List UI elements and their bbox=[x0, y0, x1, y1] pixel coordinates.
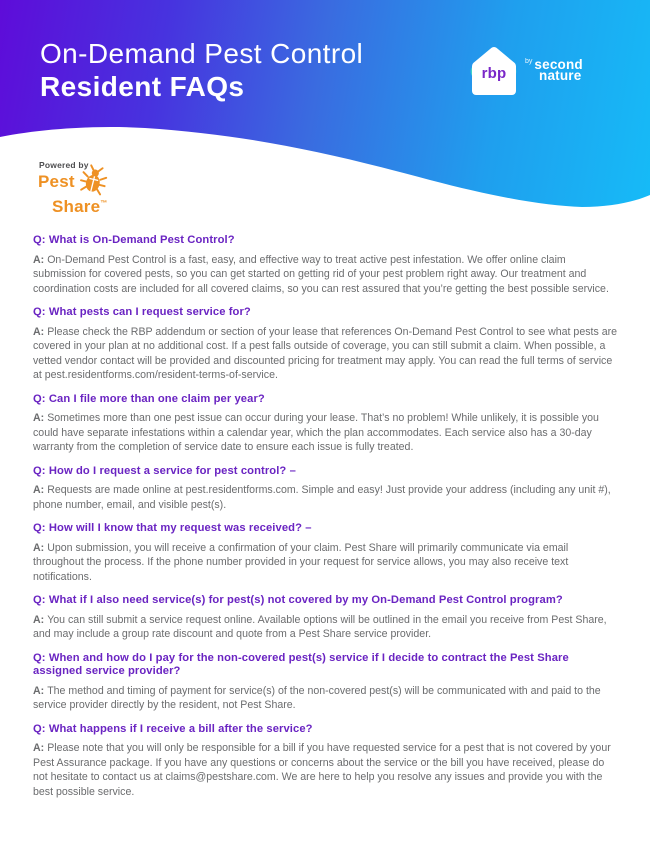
answer-prefix: A: bbox=[33, 325, 45, 338]
faq-answer bbox=[33, 613, 617, 642]
faq-answer-text: Please check the RBP addendum or section of your lease that references On-Demand Pest Control to see what pests are covered in your plan at no additional cost. If a pest falls outside of coverage, you can still submit a claim. When possible, a vetted vendor contact will be provided and discounted pricing for treatment may apply. You can read the full terms of service at pest.residentforms.com/resident-terms-of-service. bbox=[33, 325, 618, 381]
faq-question: Q: Can I file more than one claim per year? bbox=[33, 392, 265, 405]
share-word-text: Share bbox=[52, 197, 101, 216]
rbp-badge bbox=[470, 44, 518, 98]
faq-answer-text: Upon submission, you will receive a confirmation of your claim. Pest Share will primarily communicate via email throughout the process. If the phone number provided in your request for service allows, you may also receive text notifications. bbox=[33, 541, 569, 583]
pest-word: Pest bbox=[38, 172, 75, 191]
answer-prefix: A: bbox=[33, 742, 45, 754]
answer-prefix: A: bbox=[33, 253, 45, 266]
pest-share-row bbox=[38, 172, 148, 200]
faq-answer bbox=[33, 253, 617, 297]
answer-prefix: A: bbox=[33, 412, 45, 424]
answer-prefix: A: bbox=[33, 484, 45, 496]
faq-item bbox=[33, 652, 617, 713]
faq-item bbox=[33, 393, 617, 455]
faq-answer bbox=[33, 483, 617, 512]
answer-prefix: A: bbox=[33, 613, 45, 626]
title-line-1: On-Demand Pest Control bbox=[40, 38, 364, 69]
faq-question: Q: How will I know that my request was received? – bbox=[33, 522, 312, 534]
faq-item bbox=[33, 522, 617, 584]
faq-question: Q: What if I also need service(s) for pest(s) not covered by my On-Demand Pest Control program? bbox=[33, 594, 563, 606]
brand-word-second: second bbox=[534, 57, 583, 72]
pest-share-logo bbox=[38, 160, 148, 217]
answer-prefix: A: bbox=[33, 541, 45, 554]
faq-answer-text: Requests are made online at pest.residentforms.com. Simple and easy! Just provide your address (including any unit #), phone number, email, and visible pest(s). bbox=[33, 484, 611, 511]
faq-answer-text: Sometimes more than one pest issue can occur during your lease. That’s no problem! While unlikely, it is possible you could have separate infestations within a calendar year, which the plan accommodates. Each service also has a 30-day warranty from the completion of service date to ensure each issue is fully treated. bbox=[33, 412, 599, 453]
page-title bbox=[40, 38, 363, 103]
powered-by-label: Powered by bbox=[39, 160, 89, 170]
faq-list bbox=[0, 215, 650, 799]
faq-answer bbox=[33, 684, 617, 713]
faq-answer-text: The method and timing of payment for service(s) of the non-covered pest(s) will be communicated with and paid to the service provider directly by the resident, not Pest Share. bbox=[33, 684, 601, 711]
faq-answer bbox=[33, 411, 617, 455]
faq-answer bbox=[33, 741, 617, 799]
answer-prefix: A: bbox=[33, 684, 45, 697]
faq-question: Q: What pests can I request service for? bbox=[33, 306, 251, 318]
faq-item bbox=[33, 465, 617, 513]
faq-question: Q: How do I request a service for pest control? – bbox=[33, 464, 296, 477]
trademark-symbol: ™ bbox=[100, 200, 108, 207]
faq-question: Q: What is On-Demand Pest Control? bbox=[33, 234, 235, 246]
rbp-second-nature-logo bbox=[470, 44, 583, 98]
title-line-2: Resident FAQs bbox=[40, 71, 245, 102]
faq-answer-text: On-Demand Pest Control is a fast, easy, and effective way to treat active pest infestation. We offer online claim submission for covered pests, so you can get started on getting rid of your pest problem right away. Our treatment and coordination costs are included for all covered claims, so you can rest assured that you’re getting the best possible service. bbox=[33, 253, 609, 295]
faq-item bbox=[33, 234, 617, 296]
rbp-badge-text: rbp bbox=[481, 65, 507, 82]
by-label: by bbox=[525, 58, 533, 65]
brand-word-nature: nature bbox=[539, 68, 582, 83]
faq-question: Q: What happens if I receive a bill after the service? bbox=[33, 722, 313, 735]
second-nature-wordmark bbox=[525, 56, 583, 81]
faq-answer bbox=[33, 325, 617, 383]
faq-answer-text: You can still submit a service request online. Available options will be outlined in the email you receive from Pest Share, and may include a group rate discount and quote from a Pest Share service provider. bbox=[33, 613, 607, 640]
faq-item bbox=[33, 594, 617, 642]
faq-item bbox=[33, 723, 617, 800]
faq-answer bbox=[33, 541, 617, 585]
faq-item bbox=[33, 306, 617, 383]
faq-answer-text: Please note that you will only be responsible for a bill if you have requested service for a pest that is not covered by your Pest Assurance package. If you have any questions or concerns about the service or the bill you have received, please do not hesitate to contact us at claims@pestshare.com. We are here to help you resolve any issues and provide you with the best possible service. bbox=[33, 742, 611, 798]
faq-question: Q: When and how do I pay for the non-covered pest(s) service if I decide to contract the Pest Share assigned service provider? bbox=[33, 651, 569, 677]
